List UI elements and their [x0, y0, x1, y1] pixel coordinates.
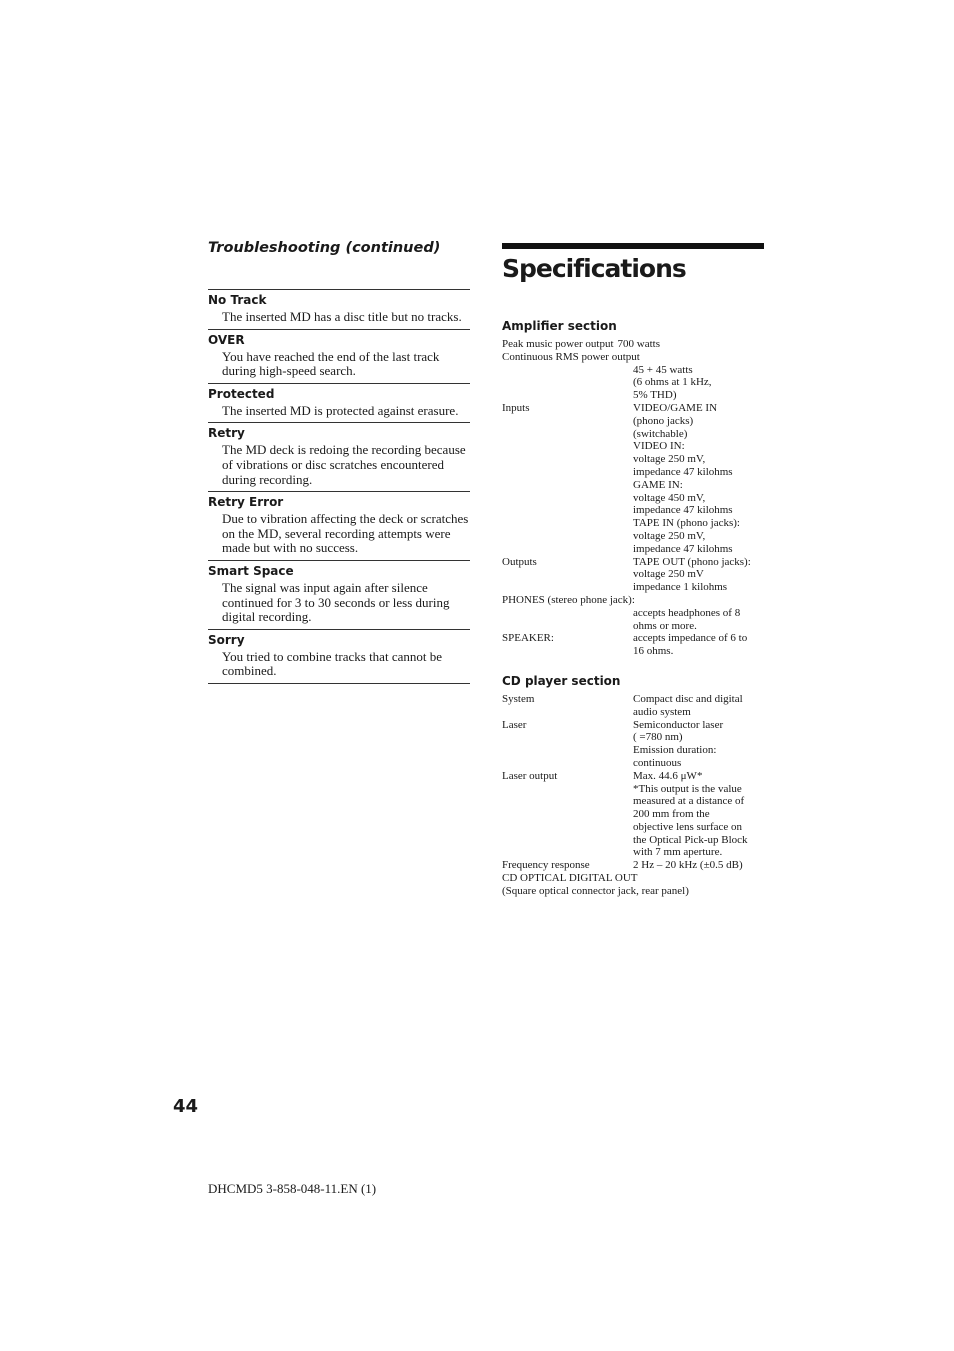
spec-value-line: TAPE OUT (phono jacks):: [633, 555, 751, 568]
spec-label: SPEAKER:: [502, 632, 554, 645]
spec-value-line: voltage 250 mV: [633, 568, 704, 581]
spec-value-line: Max. 44.6 μW*: [633, 769, 703, 782]
spec-value-line: Semiconductor laser: [633, 718, 724, 731]
message-title: Retry Error: [208, 495, 284, 510]
spec-label-empty: [502, 607, 633, 633]
spec-value: [633, 693, 764, 719]
list-item: [208, 561, 470, 630]
spec-label-empty: [502, 364, 633, 402]
spec-value: [633, 402, 764, 556]
spec-row: [502, 632, 764, 658]
spec-value-line: Compact disc and digital: [633, 692, 743, 705]
spec-row: [502, 770, 764, 860]
message-title: No Track: [208, 293, 267, 307]
spec-value: 2 Hz – 20 kHz (±0.5 dB): [633, 859, 743, 872]
cd-spec-table: [502, 693, 764, 898]
spec-label: CD OPTICAL DIGITAL OUT: [502, 872, 638, 885]
spec-value: [633, 607, 764, 633]
list-item: [208, 290, 470, 330]
message-description: The inserted MD is protected against erasure.: [222, 402, 459, 418]
spec-value-line: objective lens surface on: [633, 820, 743, 833]
spec-value-line: impedance 1 kilohms: [633, 581, 728, 594]
spec-label: PHONES (stereo phone jack):: [502, 593, 635, 606]
cd-player-heading: CD player section: [502, 673, 621, 688]
spec-value: [633, 719, 764, 770]
spec-value-line: *This output is the value: [633, 782, 742, 795]
message-title: Protected: [208, 386, 275, 401]
spec-label: Peak music power output: [502, 338, 614, 350]
spec-value-line: VIDEO/GAME IN: [633, 401, 718, 414]
spec-row: [502, 338, 764, 351]
spec-value-line: impedance 47 kilohms: [633, 504, 733, 517]
spec-value-line: Emission duration:: [633, 744, 717, 757]
spec-value-line: TAPE IN (phono jacks):: [633, 517, 740, 530]
spec-label: Inputs: [502, 401, 530, 414]
spec-value-line: ohms or more.: [633, 619, 697, 632]
section-spacer: [502, 658, 764, 674]
spec-value-line: ( =780 nm): [633, 731, 683, 744]
spec-value-line: VIDEO IN:: [633, 440, 685, 453]
spec-value-line: 200 mm from the: [633, 808, 710, 821]
spec-value-line: voltage 250 mV,: [633, 529, 706, 542]
spec-value: [633, 364, 764, 402]
spec-row: [502, 719, 764, 770]
spec-value-line: (switchable): [633, 427, 688, 440]
list-item: [208, 384, 470, 424]
spec-label: Continuous RMS power output: [502, 350, 640, 363]
footer-code: DHCMD5 3-858-048-11.EN (1): [208, 1181, 377, 1196]
spec-value-line: accepts impedance of 6 to: [633, 632, 748, 645]
spec-value-line: impedance 47 kilohms: [633, 465, 733, 478]
title-rule: [502, 243, 764, 249]
spec-value: [633, 632, 764, 658]
spec-value: [633, 770, 764, 860]
spec-label: System: [502, 692, 535, 705]
amplifier-heading: Amplifier section: [502, 319, 617, 333]
message-title: Smart Space: [208, 563, 294, 578]
spec-value-line: accepts headphones of 8: [633, 606, 741, 619]
spec-value-line: impedance 47 kilohms: [633, 542, 733, 555]
spec-label: Laser: [502, 718, 527, 731]
message-title: Sorry: [208, 632, 245, 647]
spec-label: Laser output: [502, 769, 558, 782]
spec-label: Frequency response: [502, 859, 590, 872]
spec-value: [633, 556, 764, 594]
spec-note: (Square optical connector jack, rear panel): [502, 884, 689, 897]
list-item: [208, 330, 470, 384]
spec-value-line: voltage 250 mV,: [633, 453, 706, 466]
message-description: Due to vibration affecting the deck or scratches on the MD, several recording attempts were made but with no success.: [222, 511, 469, 556]
message-description: You have reached the end of the last track during high-speed search.: [222, 348, 440, 379]
spec-value-line: voltage 450 mV,: [633, 491, 706, 504]
spec-value-line: audio system: [633, 705, 691, 718]
spec-value-line: the Optical Pick-up Block: [633, 833, 748, 846]
spec-row: [502, 693, 764, 719]
message-title: OVER: [208, 332, 245, 347]
spec-value-line: with 7 mm aperture.: [633, 846, 723, 859]
spec-value-line: 45 + 45 watts: [633, 363, 693, 376]
message-title: Retry: [208, 426, 245, 441]
spec-row: [502, 364, 764, 402]
troubleshooting-column: [208, 238, 470, 684]
list-item: [208, 630, 470, 684]
spec-value-line: continuous: [633, 756, 682, 769]
list-item: [208, 492, 470, 561]
spec-row: [502, 556, 764, 594]
spec-value-line: (6 ohms at 1 kHz,: [633, 376, 712, 389]
spec-value-line: 16 ohms.: [633, 645, 674, 658]
spec-row: [502, 402, 764, 556]
spec-value-line: GAME IN:: [633, 478, 683, 491]
list-item: [208, 423, 470, 492]
amplifier-spec-table: [502, 338, 764, 658]
spec-label: Outputs: [502, 555, 537, 568]
page-title: Specifications: [502, 254, 686, 283]
message-list: [208, 289, 470, 684]
spec-value-line: 5% THD): [633, 389, 677, 402]
spec-value-line: measured at a distance of: [633, 795, 745, 808]
message-description: The MD deck is redoing the recording because of vibrations or disc scratches encountered during recording.: [222, 442, 466, 487]
spec-row: [502, 859, 764, 872]
spec-row: [502, 607, 764, 633]
message-description: You tried to combine tracks that cannot be combined.: [222, 648, 442, 679]
troubleshooting-heading: Troubleshooting (continued): [208, 240, 441, 256]
specifications-column: [502, 243, 764, 898]
message-description: The inserted MD has a disc title but no tracks.: [222, 309, 462, 324]
message-description: The signal was input again after silence continued for 3 to 30 seconds or less during digital recording.: [222, 579, 450, 625]
spec-value: 700 watts: [617, 338, 660, 350]
page-number: 44: [173, 1096, 199, 1117]
spec-value-line: (phono jacks): [633, 414, 694, 427]
